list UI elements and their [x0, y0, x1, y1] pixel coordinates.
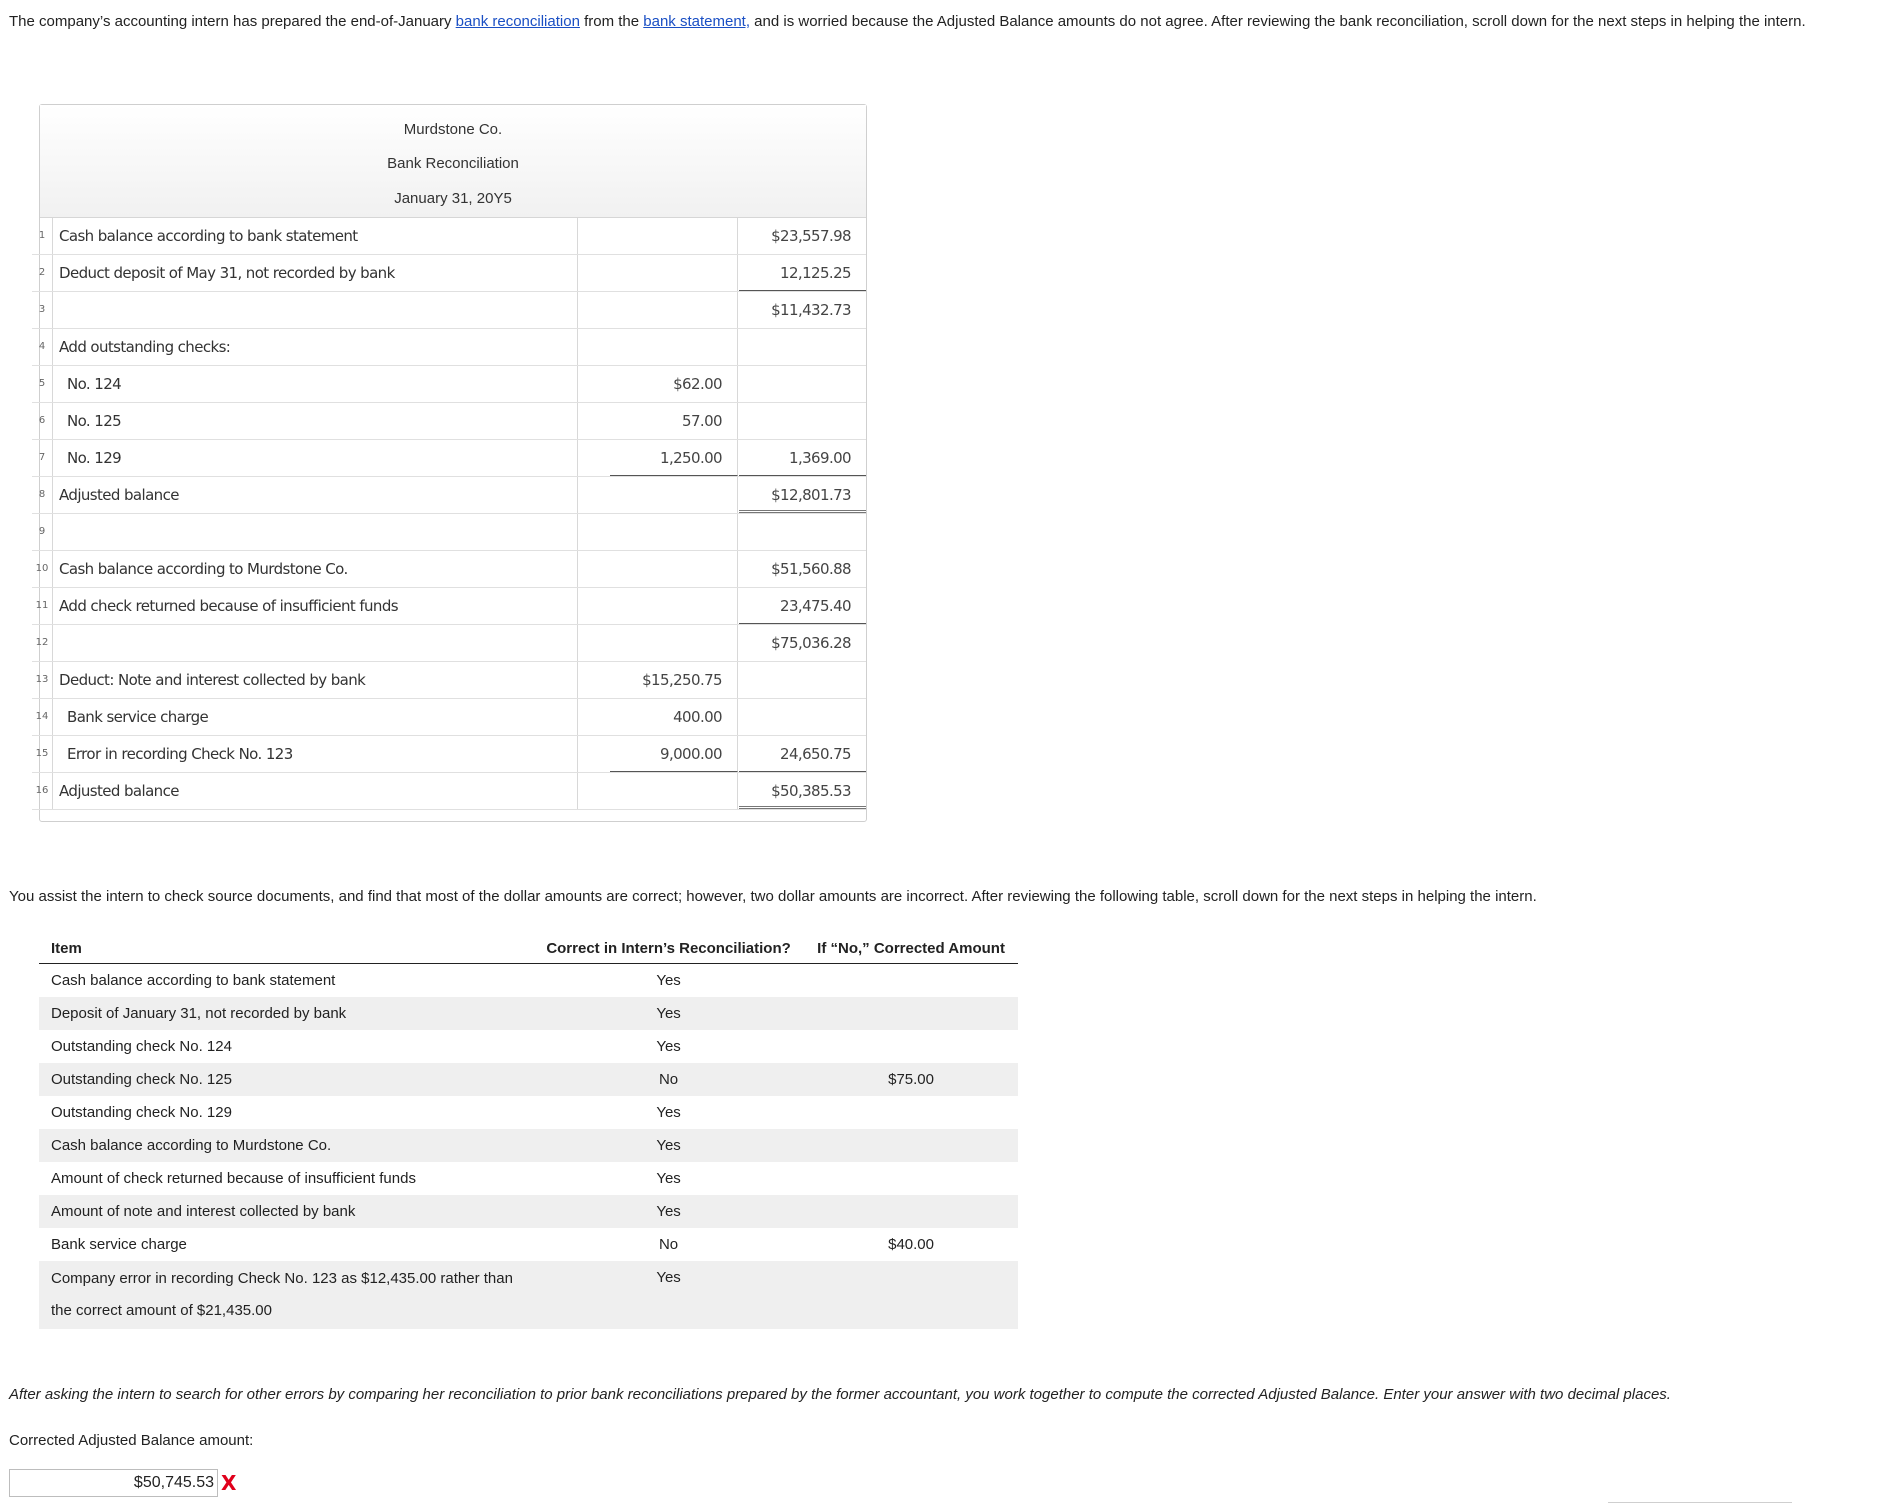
amount-cell: $75.00 — [804, 1063, 1018, 1096]
row-amount-1: 400.00 — [610, 699, 738, 735]
row-description: Cash balance according to bank statement — [53, 218, 578, 254]
table-row — [39, 1162, 1018, 1195]
row-amount-2: 12,125.25 — [739, 255, 866, 291]
row-amount-1: $62.00 — [610, 366, 738, 402]
correct-cell: Yes — [656, 1038, 681, 1055]
bank-statement-link[interactable]: bank statement, — [643, 13, 751, 30]
row-description: No. 124 — [53, 366, 578, 402]
row-description: Cash balance according to Murdstone Co. — [53, 551, 578, 587]
row-number: 13 — [32, 662, 53, 698]
item-cell: Outstanding check No. 124 — [51, 1038, 232, 1055]
sheet-row — [32, 551, 866, 588]
row-amount-2: $11,432.73 — [771, 301, 851, 319]
row-amount-1 — [610, 514, 738, 550]
sheet-row — [32, 218, 866, 255]
amount-cell — [804, 997, 1018, 1030]
amount-cell — [804, 1162, 1018, 1195]
row-number: 5 — [32, 366, 53, 402]
sheet-row — [32, 440, 866, 477]
answer-label: Corrected Adjusted Balance amount: — [9, 1432, 254, 1449]
table-row — [39, 1261, 1018, 1329]
row-amount-1 — [610, 255, 738, 291]
sheet-row — [32, 477, 866, 514]
sheet-row — [32, 588, 866, 625]
header-corrected-amount: If “No,” Corrected Amount — [804, 933, 1018, 964]
row-description — [53, 514, 578, 550]
intro-text-3: and is worried because the Adjusted Balance amounts do not agree. After reviewing the bank reconciliation, scroll down for the next steps in helping the intern. — [750, 13, 1806, 30]
sheet-row — [32, 773, 866, 810]
row-number: 2 — [32, 255, 53, 291]
amount-cell: $40.00 — [888, 1236, 934, 1253]
sheet-title: Bank Reconciliation — [387, 155, 519, 172]
row-amount-2: 1,369.00 — [739, 440, 866, 476]
table-row — [39, 1063, 1018, 1096]
item-cell: Bank service charge — [51, 1236, 187, 1253]
correct-cell: No — [533, 1063, 804, 1096]
sheet-row — [32, 662, 866, 699]
row-number: 6 — [32, 403, 53, 439]
item-cell: Deposit of January 31, not recorded by bank — [39, 997, 533, 1030]
item-cell: Cash balance according to Murdstone Co. — [39, 1129, 533, 1162]
row-description: Error in recording Check No. 123 — [53, 736, 578, 772]
row-description: Deduct: Note and interest collected by bank — [53, 662, 578, 698]
intro-text-2: from the — [579, 13, 644, 30]
row-number: 15 — [32, 736, 53, 772]
row-amount-2: $50,385.53 — [739, 773, 866, 809]
correct-cell: Yes — [656, 1170, 681, 1187]
row-amount-2: $51,560.88 — [771, 560, 851, 578]
row-description: Adjusted balance — [53, 477, 578, 513]
amount-cell — [804, 1261, 1018, 1329]
sheet-row — [32, 329, 866, 366]
row-description — [53, 292, 578, 328]
row-amount-2: $23,557.98 — [771, 227, 851, 245]
row-description: No. 125 — [53, 403, 578, 439]
row-number: 4 — [32, 329, 53, 365]
row-amount-1 — [610, 551, 738, 587]
row-description: No. 129 — [53, 440, 578, 476]
sheet-header — [40, 105, 866, 218]
row-description — [53, 625, 578, 661]
bank-reconciliation-link[interactable]: bank reconciliation — [455, 13, 580, 30]
row-amount-2: $12,801.73 — [739, 477, 866, 513]
row-number: 8 — [32, 477, 53, 513]
item-cell: Amount of check returned because of insufficient funds — [51, 1170, 416, 1187]
sheet-row — [32, 514, 866, 551]
row-amount-1: $15,250.75 — [610, 662, 738, 698]
row-amount-2: 24,650.75 — [739, 736, 866, 772]
row-amount-2 — [739, 366, 866, 402]
row-amount-1: 9,000.00 — [610, 736, 738, 772]
row-amount-2: $75,036.28 — [771, 634, 851, 652]
intro-text-1: The company’s accounting intern has prepared the end-of-January — [9, 13, 456, 30]
incorrect-mark-icon: X — [221, 1471, 237, 1495]
row-amount-1 — [610, 773, 738, 809]
sheet-row — [32, 699, 866, 736]
row-amount-1 — [610, 218, 738, 254]
table-row — [39, 1030, 1018, 1063]
row-amount-2 — [739, 514, 866, 550]
row-description: Bank service charge — [53, 699, 578, 735]
sheet-row — [32, 403, 866, 440]
row-amount-2 — [739, 699, 866, 735]
item-cell: Outstanding check No. 129 — [51, 1104, 232, 1121]
sheet-row — [32, 292, 866, 329]
row-amount-2: 23,475.40 — [739, 588, 866, 624]
row-number: 16 — [32, 773, 53, 809]
row-number: 3 — [32, 292, 53, 328]
item-cell: Outstanding check No. 125 — [39, 1063, 533, 1096]
sheet-row — [32, 736, 866, 773]
row-amount-1 — [610, 588, 738, 624]
amount-cell — [804, 964, 1018, 998]
amount-cell — [804, 1129, 1018, 1162]
row-number: 7 — [32, 440, 53, 476]
correct-cell: Yes — [533, 1129, 804, 1162]
row-amount-2 — [739, 329, 866, 365]
item-line-1: Company error in recording Check No. 123 as $12,435.00 rather than — [51, 1270, 513, 1287]
sheet-row — [32, 366, 866, 403]
item-cell: Amount of note and interest collected by bank — [39, 1195, 533, 1228]
row-number: 9 — [32, 514, 53, 550]
correct-cell: Yes — [656, 1104, 681, 1121]
divider — [1608, 1502, 1792, 1503]
row-amount-1: 57.00 — [610, 403, 738, 439]
correct-cell: Yes — [533, 1261, 804, 1329]
row-amount-1 — [610, 477, 738, 513]
sheet-row — [32, 255, 866, 292]
final-instructions: After asking the intern to search for other errors by comparing her reconciliation to prior bank reconciliations prepared by the former accountant, you work together to compute the corrected Adjusted Balance. Enter your answer with two decimal places. — [9, 1386, 1671, 1403]
row-number: 14 — [32, 699, 53, 735]
row-amount-2 — [739, 403, 866, 439]
correct-cell: No — [658, 1236, 679, 1253]
row-description: Add outstanding checks: — [53, 329, 578, 365]
row-amount-1: 1,250.00 — [610, 440, 738, 476]
row-amount-1 — [610, 292, 738, 328]
table-row — [39, 1096, 1018, 1129]
intro-paragraph — [9, 12, 1869, 32]
row-number: 12 — [32, 625, 53, 661]
row-description: Deduct deposit of May 31, not recorded by bank — [53, 255, 578, 291]
item-cell: Cash balance according to bank statement — [51, 972, 336, 989]
item-line-2: the correct amount of $21,435.00 — [51, 1302, 272, 1319]
row-amount-2 — [739, 662, 866, 698]
row-description: Add check returned because of insufficient funds — [53, 588, 578, 624]
correct-cell: Yes — [656, 972, 681, 989]
table-row — [39, 1129, 1018, 1162]
sheet-date: January 31, 20Y5 — [394, 190, 512, 207]
amount-cell — [804, 1195, 1018, 1228]
correct-cell: Yes — [533, 1195, 804, 1228]
row-amount-1 — [610, 329, 738, 365]
row-description: Adjusted balance — [53, 773, 578, 809]
amount-cell — [804, 1096, 1018, 1129]
table-row — [39, 964, 1018, 998]
table-row — [39, 997, 1018, 1030]
findings-header-row — [39, 933, 1018, 964]
amount-cell — [804, 1030, 1018, 1063]
header-item: Item — [39, 933, 533, 964]
table-row — [39, 1195, 1018, 1228]
bank-reconciliation-sheet — [35, 104, 867, 822]
table-row — [39, 1228, 1018, 1261]
correct-cell: Yes — [533, 997, 804, 1030]
findings-intro: You assist the intern to check source documents, and find that most of the dollar amounts are correct; however, two dollar amounts are incorrect. After reviewing the following table, scroll down for the next steps in helping the intern. — [9, 888, 1537, 905]
header-correct: Correct in Intern’s Reconciliation? — [533, 933, 804, 964]
row-amount-1 — [610, 625, 738, 661]
corrected-balance-input[interactable] — [9, 1469, 218, 1497]
row-number: 1 — [32, 218, 53, 254]
sheet-rows — [32, 218, 866, 810]
sheet-row — [32, 625, 866, 662]
findings-table — [39, 933, 1018, 1329]
row-number: 11 — [32, 588, 53, 624]
row-number: 10 — [32, 551, 53, 587]
company-name: Murdstone Co. — [403, 121, 503, 138]
item-cell — [39, 1261, 533, 1329]
